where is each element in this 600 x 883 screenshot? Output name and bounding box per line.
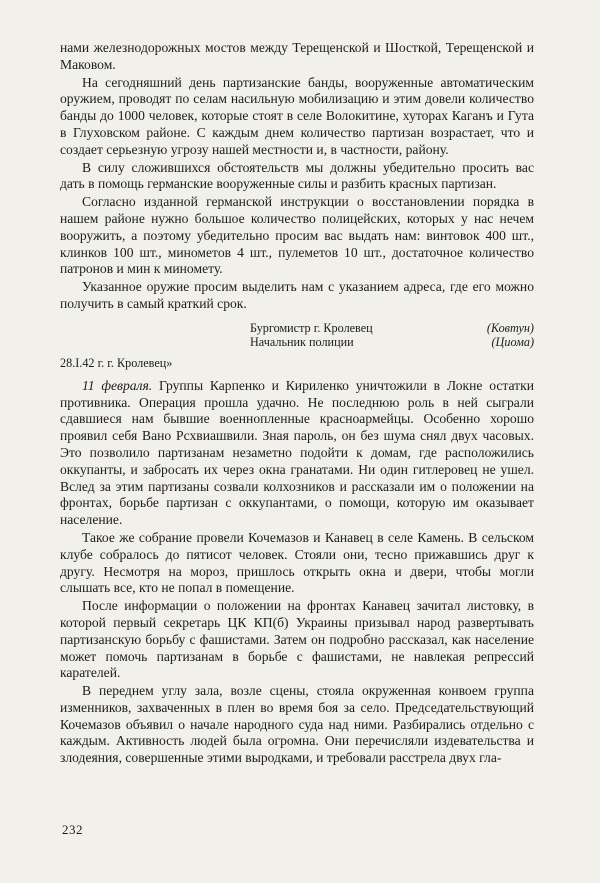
police-chief-title: Начальник полиции	[250, 334, 354, 349]
paragraph-peoples-court: В переднем углу зала, возле сцены, стояла окруженная конвоем группа изменников, захваченных в плен во время боя за село. Председательствующий Кочемазов объявил о начале народного суда над ними. Разбирались отдельно с каждым. Активность людей была огромна. Они перечисляли издевательства и злодеяния, совершенные этими выродками, и требовали расстрела двух гла-	[60, 683, 534, 766]
paragraph-police-weapons: Согласно изданной германской инструкции о восстановлении порядка в нашем районе нужно большое количество полицейских, которых у нас нечем вооружить, а поэтому убедительно просим вас выдать нам: винтовок 400 шт., клинков 100 шт., минометов 4 шт., пулеметов 10 шт., достаточное количество патронов и мин к миномету.	[60, 194, 534, 277]
paragraph-partisan-bands: На сегодняшний день партизанские банды, вооруженные автоматическим оружием, проводят по селам насильную мобилизацию и этим довели количество банды до 1000 человек, которые стоят в селе Волокитине, хуторах Каганъ и Гута в Глуховском районе. С каждым днем количество партизан возрастает, что и создает серьезную угрозу нашей местности и, в частности, району.	[60, 74, 534, 157]
paragraph-february-11	[60, 378, 534, 529]
paragraph-leaflet: После информации о положении на фронтах Канавец зачитал листовку, в которой первый секретарь ЦК КП(б) Украины призывал народ развертывать партизанскую борьбу с фашистами. Затем он подробно рассказал, как население может помочь партизанам в борьбе с фашистами, не навлекая репрессий карателей.	[60, 598, 534, 681]
diary-entry-text: Группы Карпенко и Кириленко уничтожили в Локне остатки противника. Операция прошла удачно. Не последнюю роль в ней сыграли сдавшиеся нам бывшие военнопленные красноармейцы. Особенно хорошо проявил себя Вано Рсхвиашвили. Зная пароль, он без шума снял двух часовых. Это позволило партизанам незаметно подойти к домам, где расположились оккупанты, и забросать их через окна гранатами. Ни один гитлеровец не ушел. Вслед за этим партизаны созвали колхозников и рассказали им о положении на фронтах, борьбе партизан с оккупантами, о помощи, которую им оказывает население.	[60, 377, 534, 528]
paragraph-weapons-address: Указанное оружие просим выделить нам с указанием адреса, где его можно получить в самый краткий срок.	[60, 279, 534, 311]
signature-row-police-chief	[60, 335, 534, 349]
paragraph-request-help: В силу сложившихся обстоятельств мы должны убедительно просить вас дать в помощь германские вооруженные силы и разбить красных партизан.	[60, 159, 534, 192]
diary-date: 11 февраля.	[82, 377, 153, 393]
burgomaster-name: (Ковтун)	[486, 320, 534, 335]
signature-row-burgomaster	[60, 321, 534, 335]
paragraph-kamen-meeting: Такое же собрание провели Кочемазов и Канавец в селе Камень. В сельском клубе собралось до пятисот человек. Стояли они, тесно прижавшись друг к другу. Несмотря на мороз, пришлось открыть окна и двери, чтобы могли слышать все, кто не попал в помещение.	[60, 529, 534, 596]
letter-dateline: 28.I.42 г. г. Кролевец»	[60, 355, 173, 370]
burgomaster-title: Бургомистр г. Кролевец	[250, 320, 373, 335]
page-number: 232	[62, 822, 83, 837]
police-chief-name: (Циома)	[491, 334, 534, 349]
signature-block	[60, 321, 534, 349]
paragraph-continuation: нами железнодорожных мостов между Терещенской и Шосткой, Терещенской и Маковом.	[60, 40, 534, 72]
